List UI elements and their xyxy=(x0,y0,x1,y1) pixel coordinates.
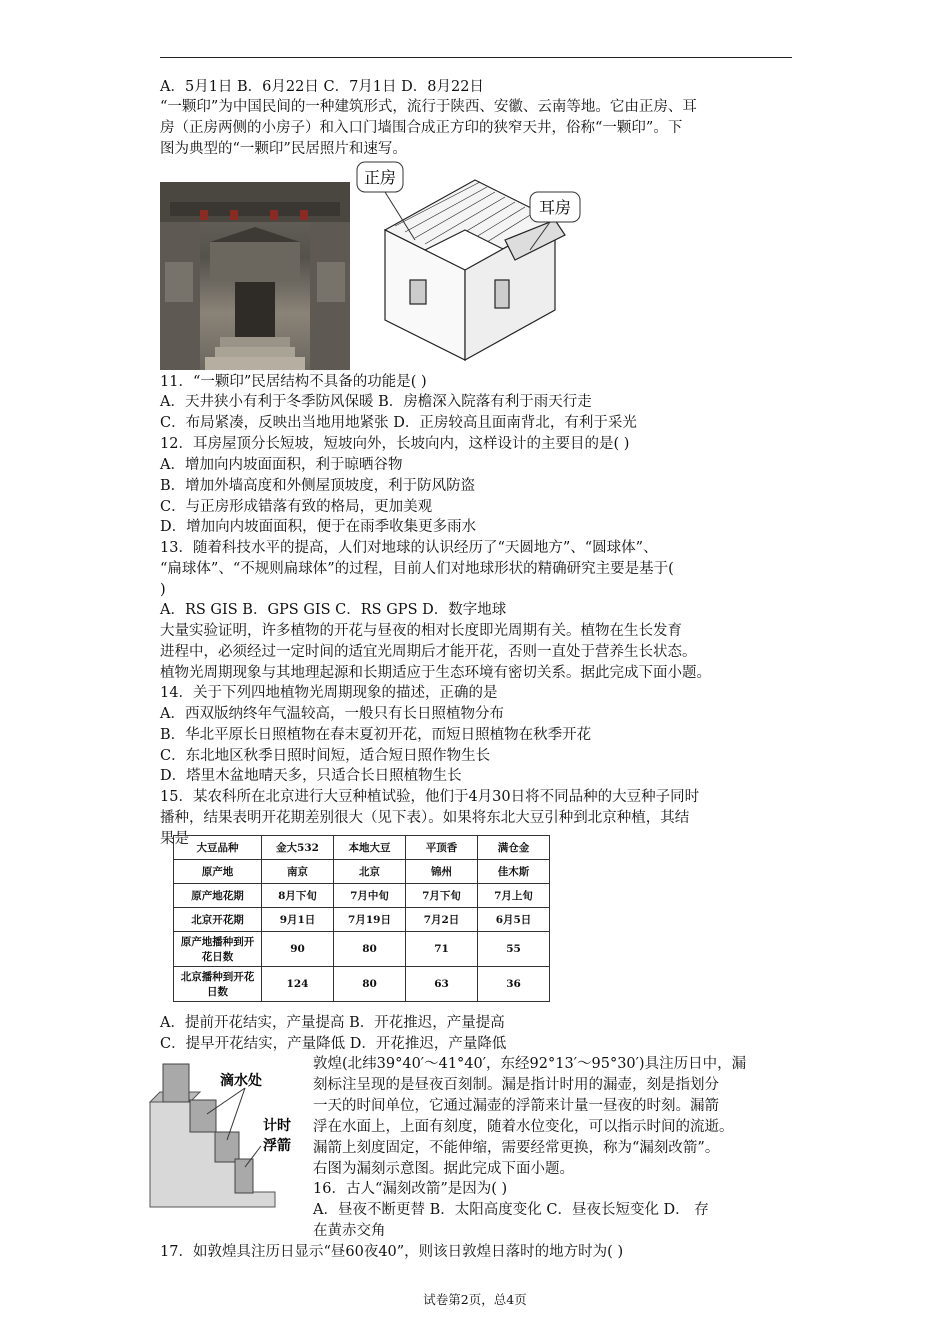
svg-text:正房: 正房 xyxy=(363,168,397,187)
intro-dunhuang-1: 敦煌(北纬39°40′～41°40′，东经92°13′～95°30′)具注历日中，漏 xyxy=(313,1056,747,1072)
q12-option-b: B．增加外墙高度和外侧屋顶坡度，利于防风防盗 xyxy=(160,478,476,494)
intro-dunhuang-4: 浮在水面上，上面有刻度，随着水位变化，可以指示时间的流逝。 xyxy=(313,1119,734,1135)
header-rule xyxy=(160,57,792,58)
q16-stem: 16．古人“漏刻改箭”是因为( ) xyxy=(313,1181,508,1197)
table-cell: 6月5日 xyxy=(478,908,550,932)
q15-stem-1: 15．某农科所在北京进行大豆种植试验，他们于4月30日将不同品种的大豆种子同时 xyxy=(160,789,700,805)
q13-stem-3: ) xyxy=(160,582,166,598)
table-cell: 80 xyxy=(334,967,406,1002)
q12-option-c: C．与正房形成错落有致的格局，更加美观 xyxy=(160,499,433,515)
table-cell: 80 xyxy=(334,932,406,967)
table-cell: 北京开花期 xyxy=(174,908,262,932)
table-cell: 124 xyxy=(262,967,334,1002)
table-cell: 9月1日 xyxy=(262,908,334,932)
table-row xyxy=(174,884,550,908)
table-cell: 佳木斯 xyxy=(478,860,550,884)
table-cell: 南京 xyxy=(262,860,334,884)
intro-dunhuang-3: 一天的时间单位，它通过漏壶的浮箭来计量一昼夜的时刻。漏箭 xyxy=(313,1098,719,1114)
q17-stem: 17．如敦煌具注历日显示“昼60夜40”，则该日敦煌日落时的地方时为( ) xyxy=(160,1244,624,1260)
q14-option-b: B．华北平原长日照植物在春末夏初开花，而短日照植物在秋季开花 xyxy=(160,727,592,743)
q16-options-2: 在黄赤交角 xyxy=(313,1223,386,1239)
q12-option-a: A．增加向内坡面面积，利于晾晒谷物 xyxy=(160,457,403,473)
table-cell: 原产地播种到开花日数 xyxy=(174,932,262,967)
svg-text:耳房: 耳房 xyxy=(538,198,572,217)
table-cell: 90 xyxy=(262,932,334,967)
table-cell: 8月下旬 xyxy=(262,884,334,908)
q11-stem: 11．“一颗印”民居结构不具备的功能是( ) xyxy=(160,374,427,390)
table-cell: 北京播种到开花日数 xyxy=(174,967,262,1002)
table-cell: 大豆品种 xyxy=(174,836,262,860)
table-row xyxy=(174,836,550,860)
q12-option-d: D．增加向内坡面面积，便于在雨季收集更多雨水 xyxy=(160,519,477,535)
courtyard-photo xyxy=(160,182,350,370)
table-cell: 7月19日 xyxy=(334,908,406,932)
q14-option-c: C．东北地区秋季日照时间短，适合短日照作物生长 xyxy=(160,748,491,764)
q15-options-1: A．提前开花结实，产量提高 B．开花推迟，产量提高 xyxy=(160,1015,505,1031)
table-cell: 7月下旬 xyxy=(406,884,478,908)
label-drip-point: 滴水处 xyxy=(220,1073,262,1089)
intro-yikeyin-1: “一颗印”为中国民间的一种建筑形式，流行于陕西、安徽、云南等地。它由正房、耳 xyxy=(160,99,697,115)
table-cell: 北京 xyxy=(334,860,406,884)
intro-yikeyin-3: 图为典型的“一颗印”民居照片和速写。 xyxy=(160,141,407,157)
intro-dunhuang-2: 刻标注呈现的是昼夜百刻制。漏是指计时用的漏壶，刻是指划分 xyxy=(313,1077,719,1093)
soybean-table xyxy=(173,835,550,1002)
q11-options-1: A．天井狭小有利于冬季防风保暖 B．房檐深入院落有利于雨天行走 xyxy=(160,394,592,410)
q13-options: A．RS GIS B．GPS GIS C．RS GPS D．数字地球 xyxy=(160,602,507,618)
q15-stem-3: 果是 xyxy=(160,831,189,847)
table-cell: 36 xyxy=(478,967,550,1002)
table-cell: 锦州 xyxy=(406,860,478,884)
intro-dunhuang-5: 漏箭上刻度固定，不能伸缩，需要经常更换，称为“漏刻改箭”。 xyxy=(313,1140,720,1156)
intro-dunhuang-6: 右图为漏刻示意图。据此完成下面小题。 xyxy=(313,1161,574,1177)
q12-stem: 12．耳房屋顶分长短坡，短坡向外，长坡向内，这样设计的主要目的是( ) xyxy=(160,436,630,452)
q15-stem-2: 播种，结果表明开花期差别很大（见下表）。如果将东北大豆引种到北京种植，其结 xyxy=(160,810,690,826)
table-cell: 平顶香 xyxy=(406,836,478,860)
q13-stem-2: “扁球体”、“不规则扁球体”的过程，目前人们对地球形状的精确研究主要是基于( xyxy=(160,561,674,577)
table-cell: 71 xyxy=(406,932,478,967)
q13-stem-1: 13．随着科技水平的提高，人们对地球的认识经历了“天圆地方”、“圆球体”、 xyxy=(160,540,658,556)
table-row xyxy=(174,908,550,932)
table-cell: 金大532 xyxy=(262,836,334,860)
q14-option-d: D．塔里木盆地晴天多，只适合长日照植物生长 xyxy=(160,768,462,784)
water-clock-diagram xyxy=(145,1062,300,1212)
table-cell: 63 xyxy=(406,967,478,1002)
table-row xyxy=(174,967,550,1002)
label-float-1: 计时 xyxy=(263,1118,291,1134)
label-float-2: 浮箭 xyxy=(263,1138,291,1154)
q10-options: A．5月1日 B．6月22日 C．7月1日 D．8月22日 xyxy=(160,79,484,95)
table-cell: 55 xyxy=(478,932,550,967)
table-cell: 7月2日 xyxy=(406,908,478,932)
table-cell: 7月上旬 xyxy=(478,884,550,908)
table-cell: 原产地 xyxy=(174,860,262,884)
table-cell: 本地大豆 xyxy=(334,836,406,860)
page-footer: 试卷第2页，总4页 xyxy=(423,1292,527,1307)
intro-photoperiod-1: 大量实验证明，许多植物的开花与昼夜的相对长度即光周期有关。植物在生长发育 xyxy=(160,623,682,639)
q14-stem: 14．关于下列四地植物光周期现象的描述，正确的是 xyxy=(160,685,498,701)
q16-options-1: A．昼夜不断更替 B．太阳高度变化 C．昼夜长短变化 D． 存 xyxy=(313,1202,709,1218)
table-cell: 原产地花期 xyxy=(174,884,262,908)
q11-options-2: C．布局紧凑，反映出当地用地紧张 D．正房较高且面南背北，有利于采光 xyxy=(160,415,637,431)
q15-options-2: C．提早开花结实，产量降低 D．开花推迟，产量降低 xyxy=(160,1036,507,1052)
house-sketch xyxy=(355,160,590,372)
table-cell: 7月中旬 xyxy=(334,884,406,908)
table-cell: 满仓金 xyxy=(478,836,550,860)
intro-photoperiod-2: 进程中，必须经过一定时间的适宜光周期后才能开花，否则一直处于营养生长状态。 xyxy=(160,644,697,660)
table-row xyxy=(174,932,550,967)
q14-option-a: A．西双版纳终年气温较高，一般只有长日照植物分布 xyxy=(160,706,504,722)
intro-yikeyin-2: 房（正房两侧的小房子）和入口门墙围合成正方印的狭窄天井，俗称“一颗印”。下 xyxy=(160,120,683,136)
table-row xyxy=(174,860,550,884)
intro-photoperiod-3: 植物光周期现象与其地理起源和长期适应于生态环境有密切关系。据此完成下面小题。 xyxy=(160,665,711,681)
